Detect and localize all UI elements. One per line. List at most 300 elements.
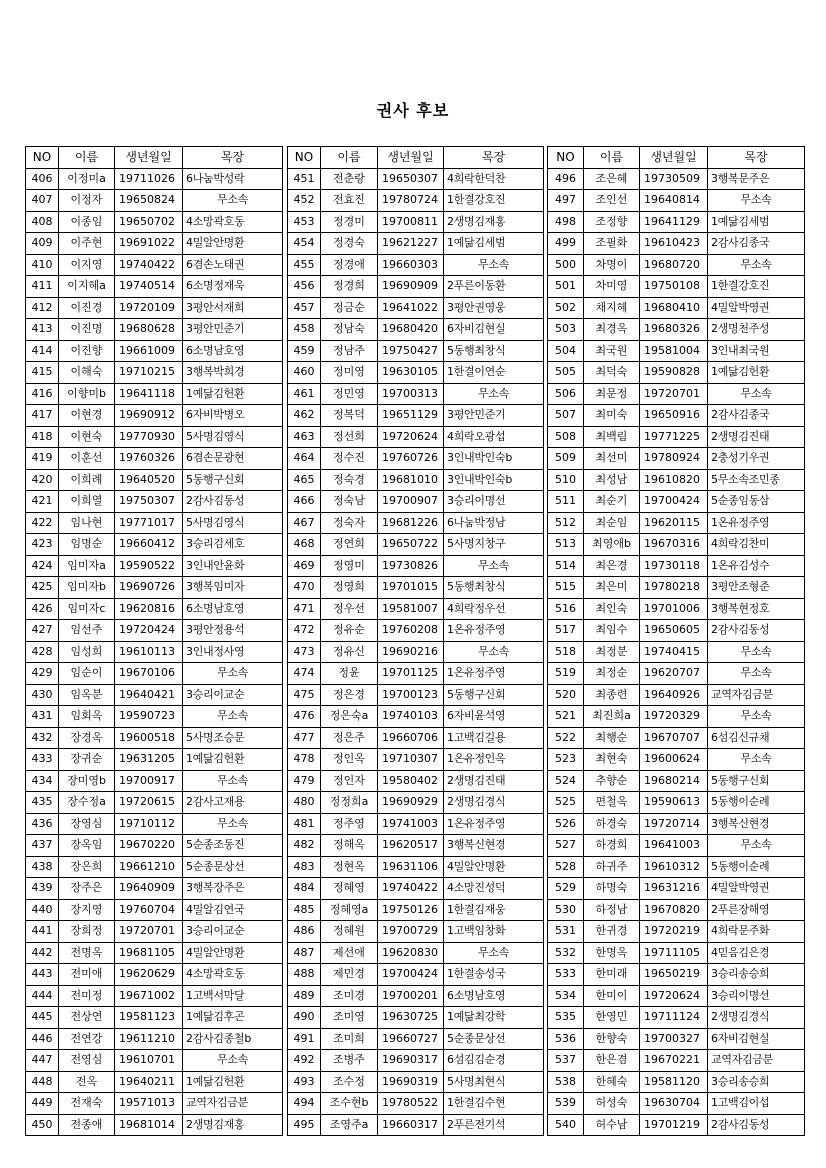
cell-name: 하명숙 (584, 878, 640, 900)
table-row (26, 555, 283, 577)
cell-no: 500 (548, 254, 584, 276)
table-row (288, 727, 544, 749)
cell-birth: 19590828 (640, 362, 708, 384)
table-row (26, 964, 283, 986)
cell-no: 540 (548, 1114, 584, 1136)
cell-pastor: 3행복현정호 (708, 598, 805, 620)
cell-no: 539 (548, 1093, 584, 1115)
cell-no: 538 (548, 1071, 584, 1093)
cell-pastor: 3평안조형준 (708, 577, 805, 599)
cell-pastor: 5사명최현식 (444, 1071, 544, 1093)
cell-birth: 19660706 (378, 727, 444, 749)
cell-no: 410 (26, 254, 59, 276)
table-row (26, 383, 283, 405)
cell-pastor: 3행복장주은 (183, 878, 283, 900)
cell-name: 하귀주 (584, 856, 640, 878)
cell-name: 이정미a (59, 168, 115, 190)
cell-no: 408 (26, 211, 59, 233)
cell-pastor: 3승리이교순 (183, 684, 283, 706)
cell-birth: 19760726 (378, 448, 444, 470)
cell-birth: 19600624 (640, 749, 708, 771)
cell-birth: 19641129 (640, 211, 708, 233)
cell-pastor: 1한결이연순 (444, 362, 544, 384)
cell-no: 524 (548, 770, 584, 792)
cell-no: 455 (288, 254, 321, 276)
cell-birth: 19681105 (115, 942, 183, 964)
table-row (288, 663, 544, 685)
table-row (26, 835, 283, 857)
table-header-row (288, 147, 544, 169)
cell-pastor: 1한결김재웅 (444, 899, 544, 921)
cell-pastor: 2생명김재홍 (183, 1114, 283, 1136)
cell-no: 478 (288, 749, 321, 771)
cell-name: 정복덕 (321, 405, 378, 427)
cell-name: 정유순 (321, 620, 378, 642)
cell-name: 정남주 (321, 340, 378, 362)
cell-no: 518 (548, 641, 584, 663)
cell-pastor: 1온유정주영 (444, 813, 544, 835)
cell-name: 조은혜 (584, 168, 640, 190)
candidate-table-3 (547, 146, 805, 1136)
cell-pastor: 1한결강호진 (708, 276, 805, 298)
cell-pastor: 2푸른이동환 (444, 276, 544, 298)
cell-no: 441 (26, 921, 59, 943)
cell-pastor: 1한결김수현 (444, 1093, 544, 1115)
cell-birth: 19650605 (640, 620, 708, 642)
cell-no: 519 (548, 663, 584, 685)
cell-name: 전상연 (59, 1007, 115, 1029)
cell-pastor: 3승리송승희 (708, 1071, 805, 1093)
cell-pastor: 4희락한덕찬 (444, 168, 544, 190)
cell-no: 433 (26, 749, 59, 771)
cell-name: 이진경 (59, 297, 115, 319)
cell-birth: 19631205 (115, 749, 183, 771)
cell-pastor: 2생명김진태 (708, 426, 805, 448)
table-row (288, 1071, 544, 1093)
cell-name: 이희례 (59, 469, 115, 491)
cell-no: 429 (26, 663, 59, 685)
cell-no: 477 (288, 727, 321, 749)
table-row (26, 491, 283, 513)
cell-birth: 19740514 (115, 276, 183, 298)
cell-birth: 19700424 (640, 491, 708, 513)
cell-no: 485 (288, 899, 321, 921)
table-row (288, 706, 544, 728)
cell-pastor: 3평안서재희 (183, 297, 283, 319)
table-row (288, 835, 544, 857)
cell-birth: 19730118 (640, 555, 708, 577)
cell-birth: 19720624 (378, 426, 444, 448)
cell-name: 허성숙 (584, 1093, 640, 1115)
cell-pastor: 3행복신현경 (444, 835, 544, 857)
cell-pastor: 6나눔박성락 (183, 168, 283, 190)
cell-name: 채지혜 (584, 297, 640, 319)
cell-pastor: 1예닮김헌환 (183, 749, 283, 771)
cell-no: 520 (548, 684, 584, 706)
cell-pastor: 무소속 (183, 706, 283, 728)
cell-no: 495 (288, 1114, 321, 1136)
cell-no: 431 (26, 706, 59, 728)
cell-name: 정숙경 (321, 469, 378, 491)
cell-pastor: 무소속 (444, 383, 544, 405)
cell-name: 임회옥 (59, 706, 115, 728)
cell-no: 415 (26, 362, 59, 384)
cell-birth: 19750307 (115, 491, 183, 513)
table-row (548, 921, 805, 943)
cell-no: 491 (288, 1028, 321, 1050)
cell-birth: 19610820 (640, 469, 708, 491)
table-row (288, 469, 544, 491)
cell-name: 조미영 (321, 1007, 378, 1029)
cell-name: 장수정a (59, 792, 115, 814)
table-row (26, 856, 283, 878)
cell-birth: 19640926 (640, 684, 708, 706)
table-row (548, 878, 805, 900)
table-row (548, 577, 805, 599)
table-row (288, 684, 544, 706)
cell-no: 456 (288, 276, 321, 298)
cell-name: 전미정 (59, 985, 115, 1007)
cell-name: 차명이 (584, 254, 640, 276)
cell-birth: 19750126 (378, 899, 444, 921)
cell-name: 최덕숙 (584, 362, 640, 384)
cell-no: 487 (288, 942, 321, 964)
table-row (288, 297, 544, 319)
cell-birth: 19690909 (378, 276, 444, 298)
cell-name: 한미래 (584, 964, 640, 986)
cell-birth: 19610312 (640, 856, 708, 878)
cell-pastor: 1예닮김세범 (708, 211, 805, 233)
cell-no: 422 (26, 512, 59, 534)
cell-no: 529 (548, 878, 584, 900)
table-row (26, 405, 283, 427)
cell-birth: 19690912 (115, 405, 183, 427)
table-row (548, 727, 805, 749)
cell-name: 최순임 (584, 512, 640, 534)
cell-pastor: 2감사고재용 (183, 792, 283, 814)
cell-no: 413 (26, 319, 59, 341)
cell-pastor: 4소망곽호동 (183, 211, 283, 233)
cell-name: 정경숙 (321, 233, 378, 255)
cell-name: 전옥 (59, 1071, 115, 1093)
cell-name: 최성남 (584, 469, 640, 491)
table-row (26, 727, 283, 749)
cell-birth: 19631106 (378, 856, 444, 878)
cell-no: 521 (548, 706, 584, 728)
cell-birth: 19700811 (378, 211, 444, 233)
cell-pastor: 1고백김길용 (444, 727, 544, 749)
cell-birth: 19640421 (115, 684, 183, 706)
cell-birth: 19780924 (640, 448, 708, 470)
header-name: 이름 (584, 147, 640, 169)
cell-name: 한귀경 (584, 921, 640, 943)
cell-name: 하경숙 (584, 813, 640, 835)
cell-no: 442 (26, 942, 59, 964)
cell-name: 조미경 (321, 985, 378, 1007)
cell-birth: 19740103 (378, 706, 444, 728)
cell-no: 525 (548, 792, 584, 814)
cell-pastor: 무소속 (183, 770, 283, 792)
cell-name: 최정분 (584, 641, 640, 663)
cell-pastor: 3인내박인숙b (444, 469, 544, 491)
cell-name: 전효진 (321, 190, 378, 212)
cell-name: 임미자b (59, 577, 115, 599)
cell-no: 451 (288, 168, 321, 190)
cell-no: 418 (26, 426, 59, 448)
table-row (288, 1007, 544, 1029)
cell-pastor: 무소속 (708, 383, 805, 405)
cell-birth: 19661009 (115, 340, 183, 362)
table-row (26, 1050, 283, 1072)
header-pastor: 목장 (183, 147, 283, 169)
cell-pastor: 4소망곽호동 (183, 964, 283, 986)
cell-no: 516 (548, 598, 584, 620)
cell-pastor: 1예닮최강학 (444, 1007, 544, 1029)
cell-no: 481 (288, 813, 321, 835)
cell-birth: 19621227 (378, 233, 444, 255)
table-row (26, 706, 283, 728)
cell-no: 526 (548, 813, 584, 835)
cell-birth: 19750427 (378, 340, 444, 362)
cell-pastor: 5동행이순례 (708, 792, 805, 814)
cell-no: 409 (26, 233, 59, 255)
cell-no: 419 (26, 448, 59, 470)
table-row (288, 1050, 544, 1072)
cell-name: 최순기 (584, 491, 640, 513)
cell-birth: 19650824 (115, 190, 183, 212)
cell-name: 조정향 (584, 211, 640, 233)
table-row (548, 620, 805, 642)
table-row (26, 190, 283, 212)
cell-name: 최은미 (584, 577, 640, 599)
cell-no: 511 (548, 491, 584, 513)
cell-birth: 19690317 (378, 1050, 444, 1072)
cell-no: 507 (548, 405, 584, 427)
cell-pastor: 1한결강호진 (444, 190, 544, 212)
cell-birth: 19700424 (378, 964, 444, 986)
cell-name: 하경희 (584, 835, 640, 857)
candidate-table-1 (25, 146, 283, 1136)
table-row (288, 168, 544, 190)
cell-no: 497 (548, 190, 584, 212)
cell-pastor: 무소속 (708, 190, 805, 212)
cell-name: 전종애 (59, 1114, 115, 1136)
table-row (548, 254, 805, 276)
cell-pastor: 2푸른전기석 (444, 1114, 544, 1136)
cell-name: 차미영 (584, 276, 640, 298)
cell-name: 정혜원 (321, 921, 378, 943)
table-row (26, 792, 283, 814)
cell-pastor: 6겸손문광현 (183, 448, 283, 470)
cell-no: 414 (26, 340, 59, 362)
cell-name: 정수진 (321, 448, 378, 470)
cell-no: 462 (288, 405, 321, 427)
cell-pastor: 3인내최국원 (708, 340, 805, 362)
cell-name: 편철옥 (584, 792, 640, 814)
cell-name: 정혜영a (321, 899, 378, 921)
table-row (548, 319, 805, 341)
cell-no: 498 (548, 211, 584, 233)
table-row (26, 1093, 283, 1115)
cell-birth: 19701015 (378, 577, 444, 599)
table-row (288, 878, 544, 900)
table-row (26, 577, 283, 599)
table-row (26, 598, 283, 620)
cell-name: 정선희 (321, 426, 378, 448)
cell-no: 440 (26, 899, 59, 921)
table-row (288, 1114, 544, 1136)
cell-name: 이현숙 (59, 426, 115, 448)
cell-pastor: 6섬김김순경 (444, 1050, 544, 1072)
cell-birth: 19620816 (115, 598, 183, 620)
cell-pastor: 3승리이명선 (444, 491, 544, 513)
cell-pastor: 3인내정사영 (183, 641, 283, 663)
cell-birth: 19630725 (378, 1007, 444, 1029)
table-row (288, 899, 544, 921)
cell-no: 458 (288, 319, 321, 341)
cell-pastor: 1예닮김헌환 (183, 383, 283, 405)
cell-birth: 19681010 (378, 469, 444, 491)
cell-no: 522 (548, 727, 584, 749)
table-row (548, 469, 805, 491)
cell-name: 임미자a (59, 555, 115, 577)
cell-no: 450 (26, 1114, 59, 1136)
cell-birth: 19730826 (378, 555, 444, 577)
cell-no: 476 (288, 706, 321, 728)
cell-name: 장경옥 (59, 727, 115, 749)
cell-no: 449 (26, 1093, 59, 1115)
table-row (26, 1028, 283, 1050)
cell-birth: 19640814 (640, 190, 708, 212)
cell-pastor: 4밀알안명환 (183, 233, 283, 255)
cell-pastor: 1한결송성국 (444, 964, 544, 986)
table-row (288, 254, 544, 276)
cell-birth: 19700327 (640, 1028, 708, 1050)
table-row (26, 899, 283, 921)
cell-name: 조미희 (321, 1028, 378, 1050)
cell-birth: 19620115 (640, 512, 708, 534)
cell-no: 467 (288, 512, 321, 534)
cell-pastor: 6섬김신규채 (708, 727, 805, 749)
cell-no: 506 (548, 383, 584, 405)
cell-birth: 19680628 (115, 319, 183, 341)
cell-pastor: 2감사김종국 (708, 405, 805, 427)
cell-name: 조영주a (321, 1114, 378, 1136)
cell-pastor: 3행복임미자 (183, 577, 283, 599)
table-row (288, 1093, 544, 1115)
cell-birth: 19610113 (115, 641, 183, 663)
cell-no: 406 (26, 168, 59, 190)
cell-pastor: 1온유정주영 (708, 512, 805, 534)
cell-no: 509 (548, 448, 584, 470)
cell-pastor: 5순종조동진 (183, 835, 283, 857)
cell-birth: 19640520 (115, 469, 183, 491)
cell-birth: 19611210 (115, 1028, 183, 1050)
cell-pastor: 5사명김영식 (183, 426, 283, 448)
cell-name: 장은희 (59, 856, 115, 878)
cell-birth: 19780218 (640, 577, 708, 599)
cell-pastor: 5순종문상선 (444, 1028, 544, 1050)
table-row (548, 942, 805, 964)
table-row (548, 297, 805, 319)
cell-name: 정해옥 (321, 835, 378, 857)
cell-pastor: 3평안민준기 (444, 405, 544, 427)
cell-pastor: 6자비박병오 (183, 405, 283, 427)
table-row (548, 491, 805, 513)
cell-no: 471 (288, 598, 321, 620)
cell-birth: 19650702 (115, 211, 183, 233)
cell-pastor: 무소속 (444, 641, 544, 663)
cell-birth: 19670820 (640, 899, 708, 921)
cell-no: 421 (26, 491, 59, 513)
table-row (26, 426, 283, 448)
cell-name: 전영심 (59, 1050, 115, 1072)
cell-no: 469 (288, 555, 321, 577)
cell-pastor: 2감사김동성 (708, 620, 805, 642)
cell-name: 임나현 (59, 512, 115, 534)
cell-no: 502 (548, 297, 584, 319)
cell-no: 530 (548, 899, 584, 921)
cell-birth: 19641022 (378, 297, 444, 319)
cell-birth: 19760208 (378, 620, 444, 642)
table-row (548, 276, 805, 298)
cell-birth: 19660412 (115, 534, 183, 556)
table-row (288, 190, 544, 212)
cell-name: 최종련 (584, 684, 640, 706)
cell-birth: 19640211 (115, 1071, 183, 1093)
cell-birth: 19720701 (115, 921, 183, 943)
cell-birth: 19620830 (378, 942, 444, 964)
cell-pastor: 3행복문주은 (708, 168, 805, 190)
cell-birth: 19690319 (378, 1071, 444, 1093)
cell-birth: 19740415 (640, 641, 708, 663)
cell-no: 468 (288, 534, 321, 556)
table-row (26, 641, 283, 663)
table-row (548, 426, 805, 448)
cell-pastor: 2감사김종철b (183, 1028, 283, 1050)
cell-birth: 19681014 (115, 1114, 183, 1136)
cell-no: 448 (26, 1071, 59, 1093)
cell-pastor: 6자비윤석영 (444, 706, 544, 728)
table-row (548, 340, 805, 362)
cell-pastor: 4밀알안명환 (183, 942, 283, 964)
cell-name: 정남숙 (321, 319, 378, 341)
cell-birth: 19710112 (115, 813, 183, 835)
cell-no: 531 (548, 921, 584, 943)
cell-pastor: 3승리송승희 (708, 964, 805, 986)
cell-pastor: 4밀알박영권 (708, 297, 805, 319)
cell-name: 전미애 (59, 964, 115, 986)
cell-name: 정윤 (321, 663, 378, 685)
cell-no: 475 (288, 684, 321, 706)
table-row (288, 491, 544, 513)
cell-name: 조인선 (584, 190, 640, 212)
table-row (548, 1028, 805, 1050)
table-row (548, 534, 805, 556)
table-row (288, 598, 544, 620)
cell-name: 한미이 (584, 985, 640, 1007)
cell-no: 452 (288, 190, 321, 212)
cell-birth: 19771017 (115, 512, 183, 534)
cell-birth: 19641003 (640, 835, 708, 857)
table-row (26, 233, 283, 255)
table-row (26, 684, 283, 706)
cell-no: 428 (26, 641, 59, 663)
cell-name: 최진희a (584, 706, 640, 728)
cell-no: 434 (26, 770, 59, 792)
table-row (288, 749, 544, 771)
cell-birth: 19680720 (640, 254, 708, 276)
